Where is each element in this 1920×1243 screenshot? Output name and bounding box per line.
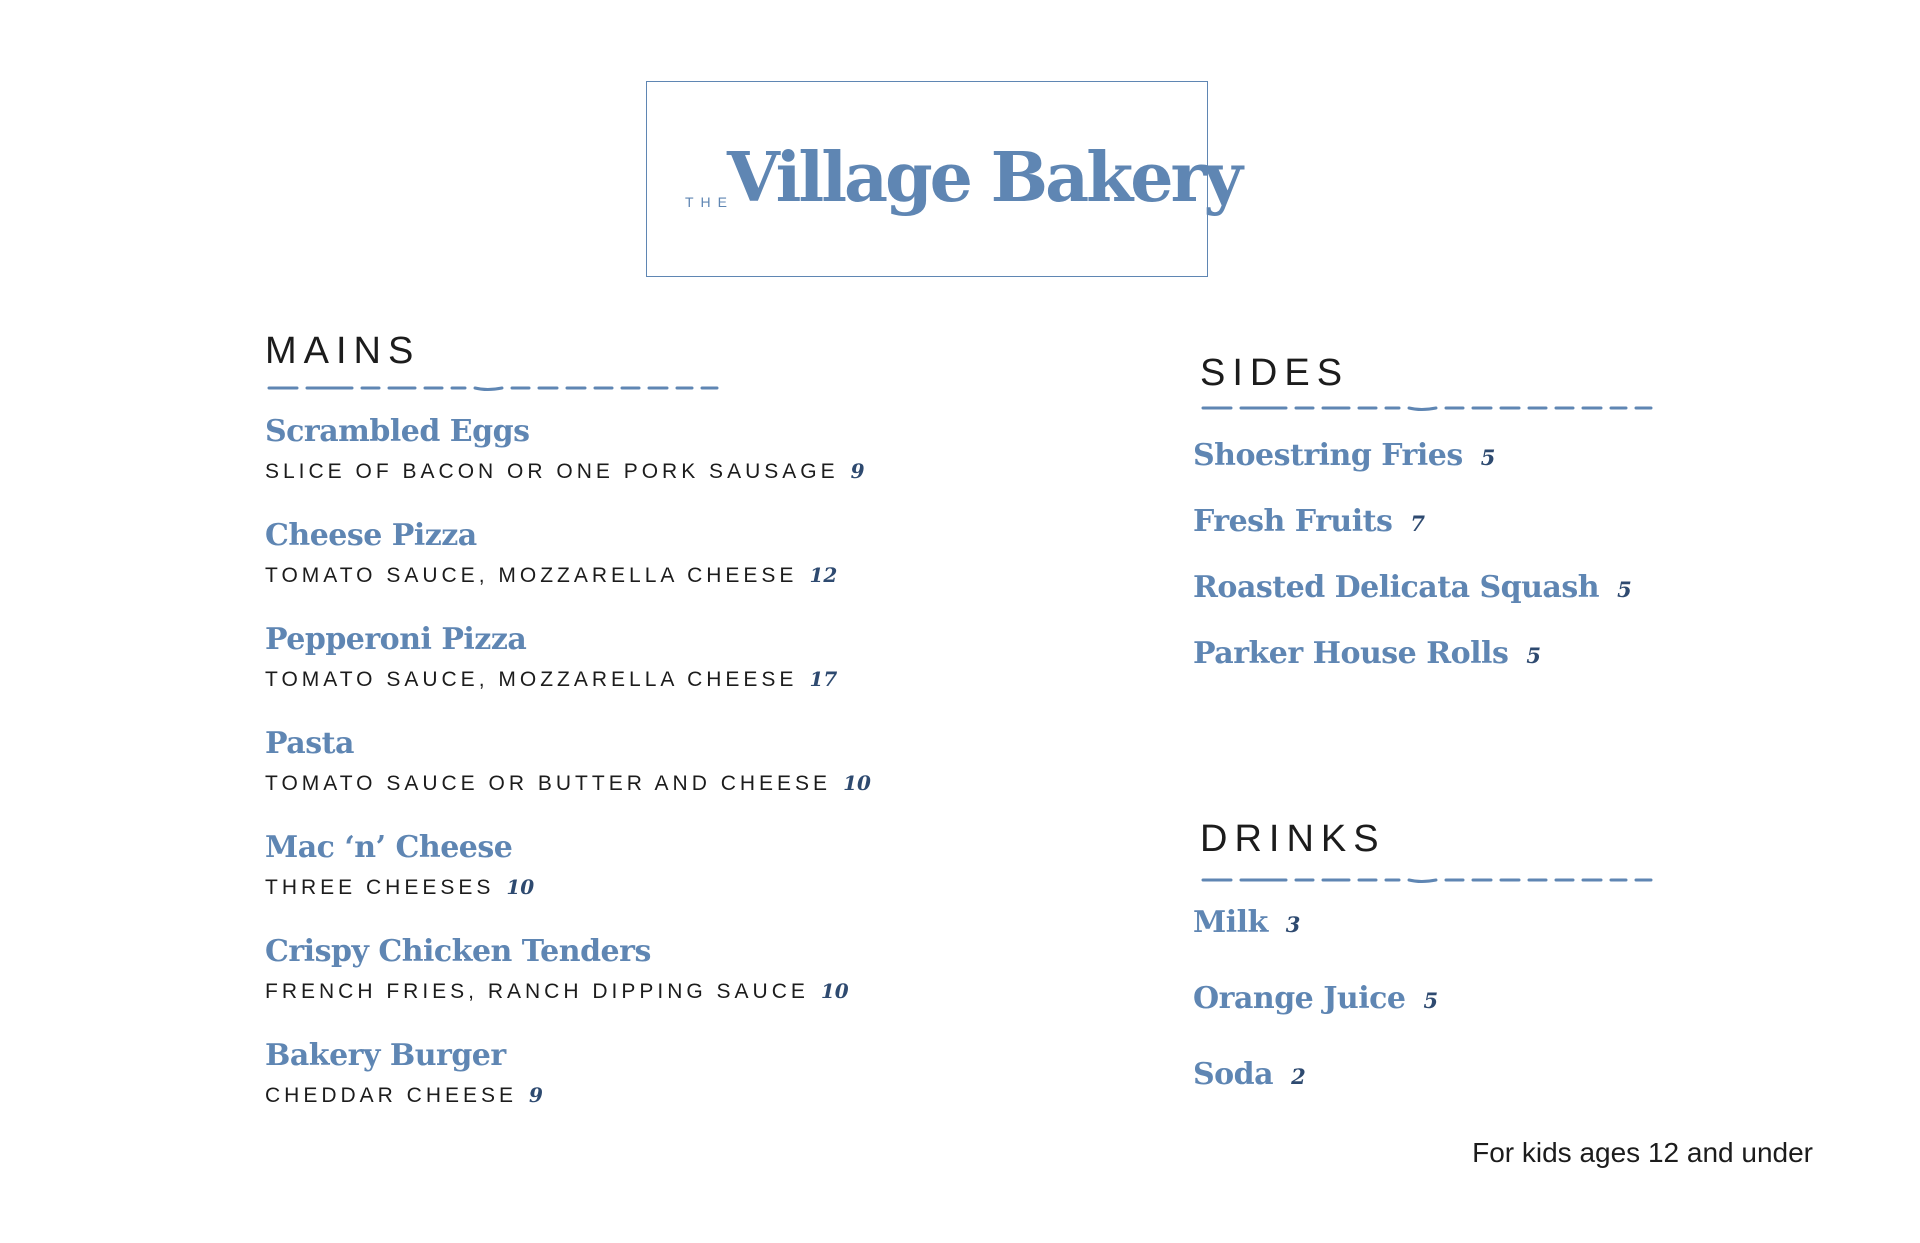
sides-divider — [1201, 405, 1653, 411]
drinks-heading: DRINKS — [1200, 818, 1386, 860]
item-name: Scrambled Eggs — [265, 414, 530, 449]
list-item — [1193, 901, 1438, 977]
list-item — [1193, 1053, 1438, 1129]
item-price: 9 — [850, 459, 865, 483]
item-name: Roasted Delicata Squash — [1193, 570, 1600, 605]
item-name: Mac ‘n’ Cheese — [265, 830, 513, 865]
item-description: TOMATO SAUCE OR BUTTER AND CHEESE — [265, 772, 832, 795]
list-item — [1193, 632, 1632, 698]
mains-divider — [267, 385, 719, 391]
item-name: Pepperoni Pizza — [265, 622, 527, 657]
list-item — [1193, 500, 1632, 566]
drinks-list — [1193, 901, 1438, 1129]
item-name: Fresh Fruits — [1193, 504, 1393, 539]
item-price: 5 — [1423, 988, 1439, 1013]
item-description: TOMATO SAUCE, MOZZARELLA CHEESE — [265, 668, 798, 691]
item-name: Milk — [1193, 905, 1268, 940]
item-price: 3 — [1285, 912, 1301, 937]
list-item — [1193, 566, 1632, 632]
list-item — [265, 516, 871, 620]
item-price: 9 — [529, 1083, 543, 1107]
logo-name: Village Bakery — [727, 138, 1240, 218]
item-price: 5 — [1526, 643, 1541, 668]
item-name: Crispy Chicken Tenders — [265, 934, 651, 969]
mains-heading: MAINS — [265, 330, 421, 372]
drinks-divider — [1201, 877, 1653, 883]
item-name: Cheese Pizza — [265, 518, 477, 553]
item-description: CHEDDAR CHEESE — [265, 1084, 518, 1107]
item-price: 17 — [809, 667, 838, 691]
item-name: Parker House Rolls — [1193, 636, 1509, 671]
item-name: Soda — [1193, 1057, 1274, 1092]
item-price: 5 — [1617, 577, 1632, 602]
list-item — [1193, 977, 1438, 1053]
mains-list — [265, 412, 871, 1140]
list-item — [265, 620, 871, 724]
logo-box — [646, 81, 1240, 277]
item-name: Bakery Burger — [265, 1038, 506, 1073]
item-price: 10 — [506, 875, 535, 899]
age-footnote: For kids ages 12 and under — [1472, 1137, 1813, 1168]
item-price: 5 — [1480, 445, 1496, 470]
list-item — [265, 1036, 871, 1140]
item-description: SLICE OF BACON OR ONE PORK SAUSAGE — [265, 460, 839, 483]
item-price: 10 — [843, 771, 871, 795]
item-name: Orange Juice — [1193, 981, 1406, 1016]
list-item — [265, 724, 871, 828]
item-name: Shoestring Fries — [1193, 438, 1463, 473]
item-description: FRENCH FRIES, RANCH DIPPING SAUCE — [265, 980, 809, 1003]
item-description: TOMATO SAUCE, MOZZARELLA CHEESE — [265, 564, 798, 587]
list-item — [265, 828, 871, 932]
item-price: 7 — [1410, 511, 1425, 536]
item-price: 10 — [820, 979, 849, 1003]
item-price: 2 — [1291, 1064, 1306, 1089]
sides-list — [1193, 434, 1632, 698]
item-description: THREE CHEESES — [265, 876, 495, 899]
item-name: Pasta — [265, 726, 354, 761]
list-item — [265, 412, 871, 516]
item-price: 12 — [809, 563, 838, 587]
logo-prefix: THE — [685, 194, 734, 210]
sides-heading: SIDES — [1200, 352, 1350, 394]
list-item — [265, 932, 871, 1036]
list-item — [1193, 434, 1632, 500]
